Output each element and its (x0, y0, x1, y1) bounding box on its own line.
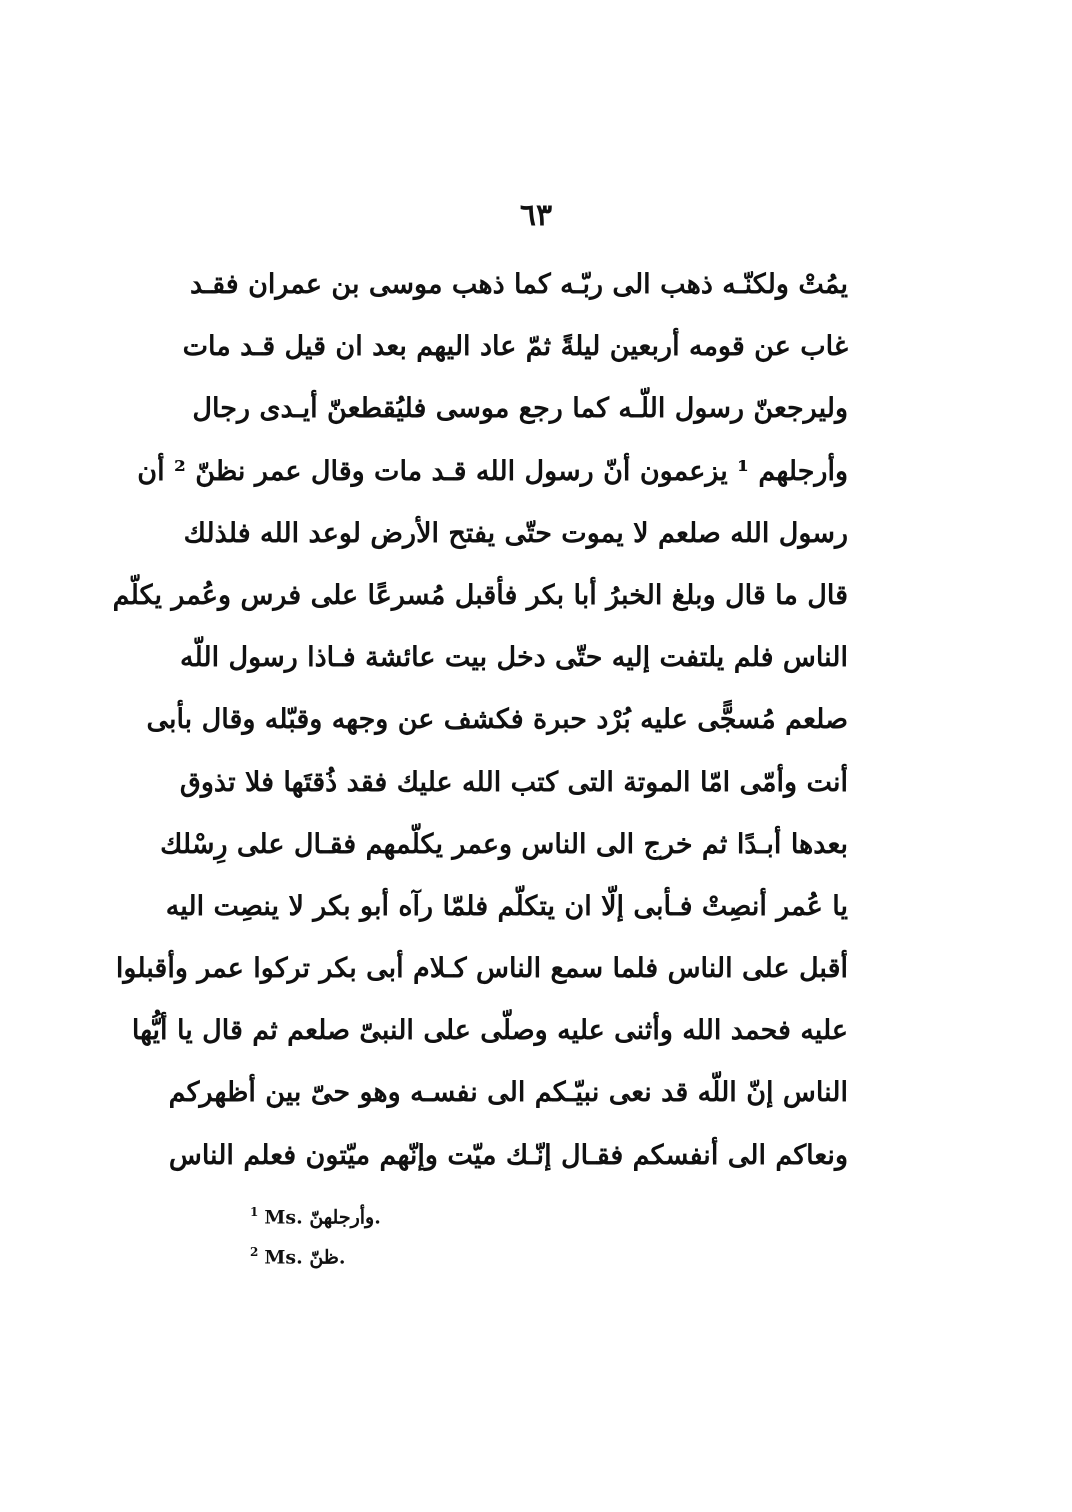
text-line: رسول الله صلعم لا يموت حتّى يفتح الأرض لوعد الله فلذلك (183, 517, 848, 549)
footnote-text: Ms. وأرجلهنّ. (264, 1206, 381, 1229)
text-line: يا عُمر أنصِتْ فـأبى إلّا ان يتكلّم فلمّا رآه أبو بكر لا ينصِت اليه (165, 890, 848, 922)
text-line: يمُتْ ولكنّـه ذهب الى ربّـه كما ذهب موسى بن عمران فقـد (190, 269, 848, 300)
text-line: غاب عن قومه أربعين ليلةً ثمّ عاد اليهم بعد ان قيل قـد مات (182, 331, 848, 363)
footnote-marker: 1 (250, 1205, 259, 1219)
text-line: الناس فلم يلتفت إليه حتّى دخل بيت عائشة فـاذا رسول اللّه (179, 642, 848, 674)
text-line: عليه فحمد الله وأثنى عليه وصلّى على النبىّ صلعم ثم قال يا أيُّها (131, 1015, 848, 1047)
page-number: ٦٣ (519, 198, 553, 233)
footnote (250, 1192, 450, 1232)
footnote-marker: 2 (250, 1245, 259, 1259)
text-line: وليرجعنّ رسول اللّـه كما رجع موسى فليُقطعنّ أيـدى رجال (192, 393, 848, 425)
text-line: أنت وأمّى امّا الموتة التى كتب الله عليك فقد ذُقتَها فلا تذوق (179, 766, 848, 798)
text-line: وأرجلهم ¹ يزعمون أنّ رسول الله قـد مات وقال عمر نظنّ ² أن (137, 455, 848, 487)
text-line: أقبل على الناس فلما سمع الناس كـلام أبى بكر تركوا عمر وأقبلوا (115, 953, 848, 985)
text-line: بعدها أبـدًا ثم خرج الى الناس وعمر يكلّمهم فقـال على رِسْلك (160, 828, 848, 860)
footnotes (250, 1192, 450, 1272)
body-text (112, 254, 848, 1187)
text-line: الناس إنّ اللّه قد نعى نبيّـكم الى نفسـه وهو حىّ بين أظهركم (168, 1077, 848, 1109)
text-line: ونعاكم الى أنفسكم فقـال إنّـك ميّت وإنّهم ميّتون فعلم الناس (168, 1139, 848, 1171)
text-line: قال ما قال وبلغ الخبرُ أبا بكر فأقبل مُسرعًا على فرس وعُمر يكلّم (112, 579, 848, 611)
footnote (250, 1232, 450, 1272)
footnote-text: Ms. ظنّ. (264, 1246, 346, 1269)
text-line: صلعم مُسجًّى عليه بُرْد حبرة فكشف عن وجهه وقبّله وقال بأبى (146, 704, 848, 736)
